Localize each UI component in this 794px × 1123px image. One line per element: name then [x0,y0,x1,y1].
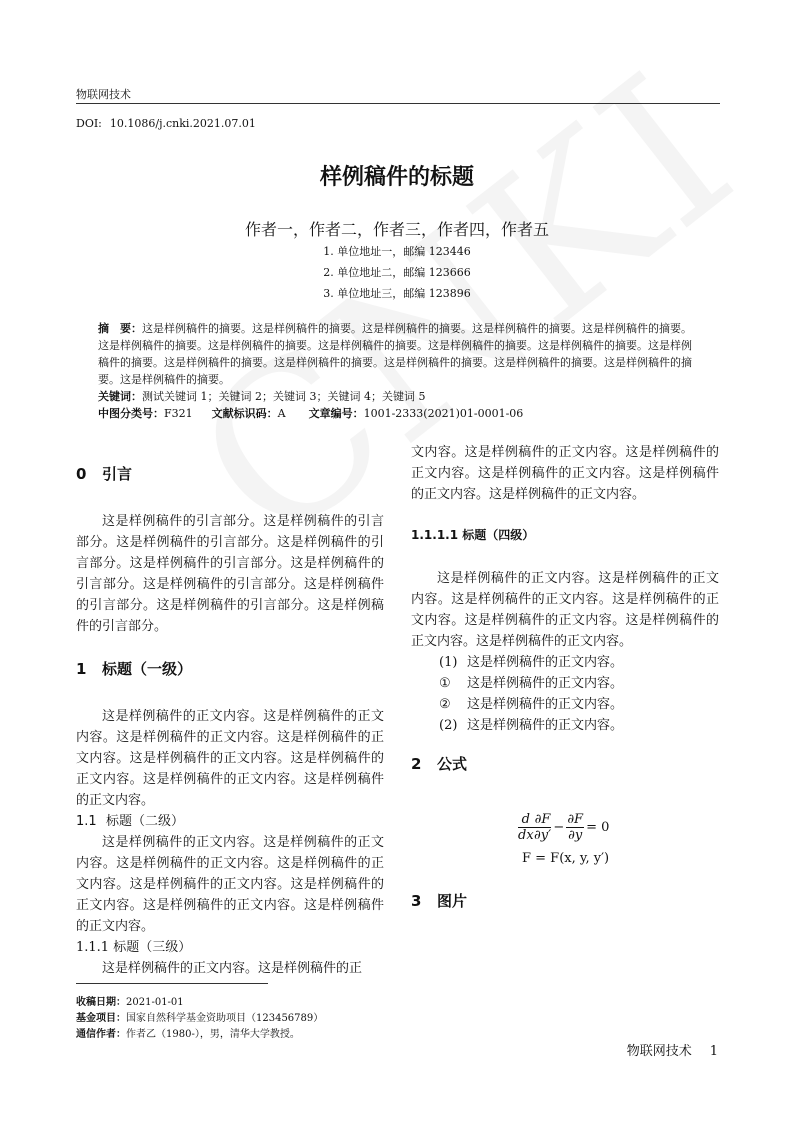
section-heading-1-1: 1.1 标题（二级） [76,814,185,829]
section-heading-0: 0 引言 [76,465,133,483]
footnote-correspondence: 通信作者：作者乙（1980-），男，清华大学教授。 [76,1029,300,1040]
equation-definition: F = F(x, y, y′) [522,851,610,866]
minus-operator: − [553,820,565,835]
equation-euler-lagrange [518,812,611,843]
doi-label: DOI: [76,117,102,130]
affiliation-3: 3. 单位地址三，邮编 123896 [323,287,471,300]
articleno-value: 1001-2333(2021)01-0001-06 [363,407,524,420]
list-item: ① 这是样例稿件的正文内容。 [439,676,624,691]
abstract-text: 这是样例稿件的摘要。这是样例稿件的摘要。这是样例稿件的摘要。这是样例稿件的摘要。这是样例稿件的摘要。这是样例稿件的摘要。这是样例稿件的摘要。这是样例稿件的摘要。这是样例稿件的摘要。这是样例稿件的摘要。这是样例稿件的摘要。这是样例稿件的摘要。这是样例稿件的摘要。这是样例稿件的摘要。这是样例稿件的摘要。这是样例稿件的摘要。这是样例稿件的摘要。 [98,322,692,386]
running-header-journal: 物联网技术 [76,88,131,101]
fraction-dF-dy-prime: $\frac{\partial F}{\partial y'}$ [534,812,552,843]
section-heading-3: 3 图片 [411,892,468,910]
paper-title: 样例稿件的标题 [319,165,474,190]
fraction-dF-dy: $\frac{\partial F}{\partial y}$ [567,812,584,843]
articleno-label: 文章编号： [308,407,364,420]
doccode-label: 文献标识码： [211,407,278,420]
abstract-label: 摘 要： [98,322,142,335]
keywords [98,388,698,405]
doi-value: 10.1086/j.cnki.2021.07.01 [109,117,256,130]
section-heading-1-1-1-1: 1.1.1.1 标题（四级） [411,528,535,542]
list-item: (2) 这是样例稿件的正文内容。 [439,718,624,733]
header-rule [76,103,720,104]
page-number: 1 [709,1044,718,1059]
affiliation-1: 1. 单位地址一，邮编 123446 [323,245,471,258]
clc-label: 中图分类号： [98,407,164,420]
doi-line [76,117,256,130]
equation-rhs: = 0 [586,820,610,835]
keywords-label: 关键词： [98,390,142,403]
section-1-text: 这是样例稿件的正文内容。这是样例稿件的正文内容。这是样例稿件的正文内容。这是样例稿件的正文内容。这是样例稿件的正文内容。这是样例稿件的正文内容。这是样例稿件的正文内容。这是样例稿件的正文内容。 [76,709,384,808]
classification-line [98,405,698,422]
affiliation-2: 2. 单位地址二，邮编 123666 [323,266,471,279]
section-1-1-1-text: 这是样例稿件的正文内容。这是样例稿件的正 [102,961,363,976]
author-list: 作者一，作者二，作者三，作者四，作者五 [244,220,549,239]
section-1-1-text: 这是样例稿件的正文内容。这是样例稿件的正文内容。这是样例稿件的正文内容。这是样例稿件的正文内容。这是样例稿件的正文内容。这是样例稿件的正文内容。这是样例稿件的正文内容。这是样例稿件的正文内容。 [76,835,384,934]
section-heading-1-1-1: 1.1.1 标题（三级） [76,940,192,955]
left-column [76,464,384,979]
section-heading-1: 1 标题（一级） [76,660,193,678]
page-footer [627,1040,718,1059]
footnote-received: 收稿日期：2021-01-01 [76,997,184,1008]
fraction-d-dx: $\frac{d}{dx}$ [518,812,534,843]
section-heading-2: 2 公式 [411,755,468,773]
abstract-block [98,320,698,422]
right-column [411,442,719,775]
footnote-fund: 基金项目：国家自然科学基金资助项目（123456789） [76,1013,324,1024]
keywords-text: 测试关键词 1；关键词 2；关键词 3；关键词 4；关键词 5 [142,390,426,403]
section-0-text: 这是样例稿件的引言部分。这是样例稿件的引言部分。这是样例稿件的引言部分。这是样例稿件的引言部分。这是样例稿件的引言部分。这是样例稿件的引言部分。这是样例稿件的引言部分。这是样例稿件的引言部分。这是样例稿件的引言部分。这是样例稿件的引言部分。 [76,514,384,634]
doccode-value: A [277,407,286,420]
list-item: ② 这是样例稿件的正文内容。 [439,697,624,712]
footer-journal: 物联网技术 [626,1044,692,1059]
abstract [98,320,698,388]
continued-text: 文内容。这是样例稿件的正文内容。这是样例稿件的正文内容。这是样例稿件的正文内容。这是样例稿件的正文内容。这是样例稿件的正文内容。 [411,445,719,502]
clc-value: F321 [164,407,193,420]
section-1-1-1-1-text: 这是样例稿件的正文内容。这是样例稿件的正文内容。这是样例稿件的正文内容。这是样例稿件的正文内容。这是样例稿件的正文内容。这是样例稿件的正文内容。这是样例稿件的正文内容。 [411,571,719,649]
list-item: (1) 这是样例稿件的正文内容。 [439,655,624,670]
footnote-rule [76,983,268,984]
